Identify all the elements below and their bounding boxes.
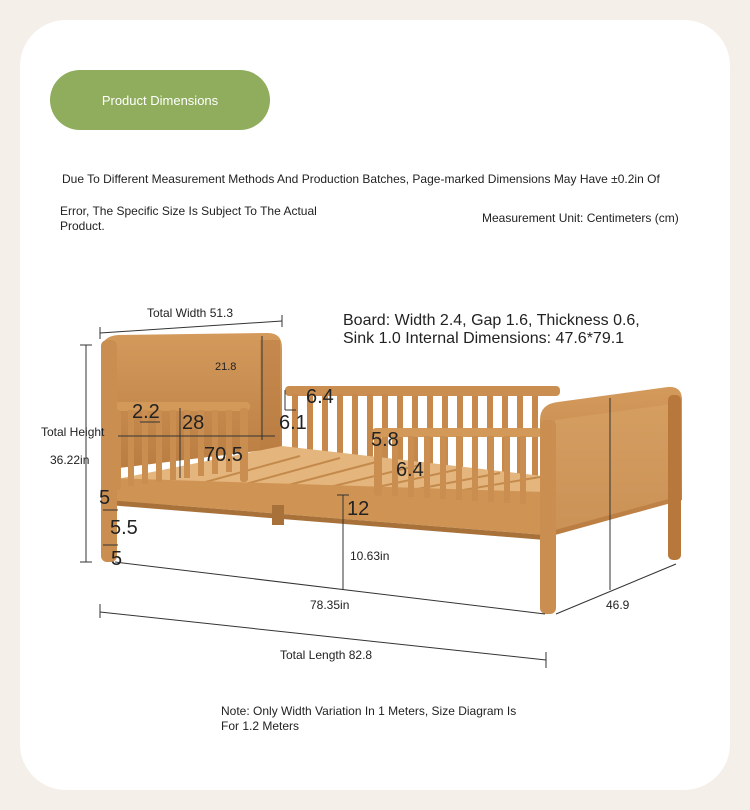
rail-gap-label: 6.1 xyxy=(279,412,307,434)
notice-line-2: Error, The Specific Size Is Subject To The Actual Product. xyxy=(60,204,317,233)
measurement-unit: Measurement Unit: Centimeters (cm) xyxy=(482,211,679,225)
slat-height-label: 6.4 xyxy=(396,459,424,481)
guard-length-label: 70.5 xyxy=(204,444,243,466)
total-width-label: Total Width 51.3 xyxy=(147,306,234,320)
guard-width-label: 2.2 xyxy=(132,401,160,423)
foot-leg-back xyxy=(668,395,681,560)
guard-height-label: 28 xyxy=(182,412,205,434)
foot-leg-front xyxy=(540,420,556,614)
total-height-label: Total Height xyxy=(41,425,105,439)
rail-top-label: 6.4 xyxy=(306,386,334,408)
total-height-value: 36.22in xyxy=(50,453,90,467)
leg-mid-label: 5.5 xyxy=(110,517,138,539)
clearance-label: 10.63in xyxy=(350,549,390,563)
leg-bottom-label: 5 xyxy=(111,548,123,570)
notice-line-1: Due To Different Measurement Methods And Production Batches, Page-marked Dimensions May Have ±0.2in Of xyxy=(62,172,660,186)
headboard-height-label: 21.8 xyxy=(215,361,237,373)
badge-label: Product Dimensions xyxy=(101,92,219,108)
total-length-label: Total Length 82.8 xyxy=(280,648,373,662)
center-support-leg xyxy=(272,505,284,525)
depth-label: 46.9 xyxy=(606,598,630,612)
size-note: Note: Only Width Variation In 1 Meters, Size Diagram Is For 1.2 Meters xyxy=(221,704,517,733)
leg-top-label: 5 xyxy=(99,487,111,509)
inner-length-label: 78.35in xyxy=(310,598,350,612)
under-bed-label: 12 xyxy=(347,498,370,520)
board-spec: Board: Width 2.4, Gap 1.6, Thickness 0.6, Sink 1.0 Internal Dimensions: 47.6*79.1 xyxy=(343,312,640,347)
slat-gap-label: 5.8 xyxy=(371,429,399,451)
